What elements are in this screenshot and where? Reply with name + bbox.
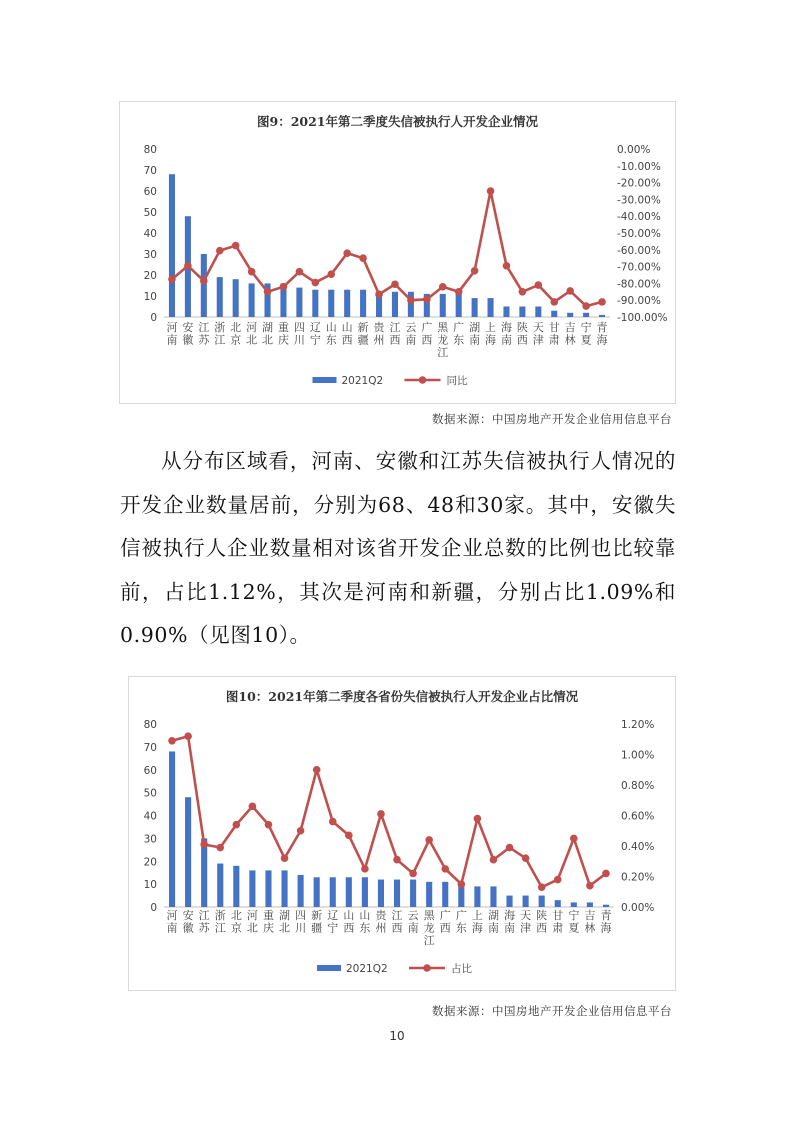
category-label: 黑龙江 [437,321,449,359]
right-axis-tick-label: -100.00% [617,312,668,324]
category-label: 湖南 [469,321,481,347]
bar [249,870,255,907]
category-label: 黑龙江 [423,909,435,947]
line-point [296,268,304,276]
bar [472,298,478,317]
line-point [345,832,353,840]
legend-line-marker [419,376,427,384]
bar [360,290,366,317]
category-label: 贵州 [373,321,385,347]
line-point [409,870,417,878]
line-point [168,275,176,283]
left-axis-tick-label: 10 [143,879,157,892]
category-label: 新疆 [311,909,323,935]
chart-source-note: 数据来源：中国房地产开发企业信用信息平台 [432,1004,672,1018]
bar [328,290,334,317]
line-point [535,281,543,289]
line-point [586,882,594,890]
category-label: 天津 [520,909,532,935]
line-point [359,254,367,262]
category-label: 山西 [341,321,353,347]
left-axis-tick-label: 20 [143,856,157,869]
bar [440,294,446,317]
category-label: 新疆 [357,321,369,347]
category-label: 上海 [485,321,497,347]
line-point [487,187,495,195]
line-point [329,818,337,826]
bar [567,313,573,317]
line-point [184,262,192,270]
bar [535,307,541,318]
line-point [297,827,305,835]
bar [587,902,593,907]
line-point [281,854,289,862]
left-axis-tick-label: 70 [143,165,157,177]
chart-source-note: 数据来源：中国房地产开发企业信用信息平台 [432,412,672,426]
line-point [439,283,447,291]
bar [362,877,368,907]
legend-label: 2021Q2 [346,963,388,975]
line-point [598,298,606,306]
line-point [248,268,256,276]
page-number: 10 [389,1029,405,1043]
chart-svg [129,677,675,990]
left-axis-tick-label: 10 [143,291,157,303]
right-axis-tick-label: 0.00% [621,902,655,914]
bar [201,838,207,907]
bar [523,896,529,907]
left-axis-tick-label: 0 [150,902,157,914]
category-label: 海南 [504,909,516,935]
line-point [343,249,351,257]
line-point [550,298,558,306]
category-label: 河北 [246,321,258,347]
bar [539,896,545,907]
category-label: 安徽 [182,321,194,347]
bar [233,866,239,907]
right-axis-tick-label: 0.80% [621,780,655,792]
category-label: 河南 [166,909,178,935]
bar [394,880,400,907]
bar [185,797,191,907]
category-label: 广东 [453,321,465,347]
right-axis-tick-label: -70.00% [617,261,661,274]
category-label: 海南 [500,321,512,347]
bar [571,902,577,907]
category-label: 江西 [389,321,401,347]
bar [519,307,525,318]
category-label: 天津 [532,321,544,347]
bar [346,877,352,907]
bar [378,880,384,907]
category-label: 云南 [405,321,417,347]
right-axis-tick-label: 1.20% [621,719,655,731]
line-point [423,296,431,304]
bar [169,751,175,907]
line-point [425,836,433,844]
line-point [602,870,610,878]
line-point [216,844,224,852]
category-label: 吉林 [564,321,576,347]
line-point [503,262,511,270]
line-point [265,821,273,829]
right-axis-tick-label: -60.00% [617,244,661,257]
category-label: 河北 [246,909,258,935]
right-axis-tick-label: -50.00% [617,228,661,240]
right-axis-tick-label: -90.00% [617,295,661,308]
chart-title: 图10：2021年第二季度各省份失信被执行人开发企业占比情况 [225,689,579,704]
left-axis-tick-label: 20 [143,270,157,282]
category-label: 广西 [439,909,451,935]
category-label: 广西 [421,321,433,347]
bar [503,307,509,318]
line-point [570,835,578,843]
line-point [566,287,574,295]
category-label: 宁夏 [568,909,580,935]
line-point [233,821,241,829]
bar [314,877,320,907]
bar [392,292,398,317]
category-label: 山东 [359,909,371,935]
line-point [474,815,482,823]
line-point [458,880,466,888]
category-label: 重庆 [277,321,289,347]
line-point [312,279,320,287]
line-point [168,737,176,745]
bar [426,882,432,907]
bar [298,875,304,907]
bar [344,290,350,317]
line-point [375,291,383,299]
category-label: 安徽 [182,909,194,935]
bar [474,886,480,907]
line-point [249,803,257,811]
right-axis-tick-label: 0.60% [621,810,655,823]
right-axis-tick-label: -40.00% [617,211,661,224]
left-axis-tick-label: 40 [143,810,157,823]
left-axis-tick-label: 40 [143,228,157,240]
series-line [172,736,606,887]
right-axis-tick-label: -10.00% [617,160,661,173]
line-point [522,854,530,862]
chart-svg [120,102,675,403]
line-point [506,844,514,852]
bar [490,886,496,907]
category-label: 甘肃 [548,321,560,347]
category-label: 青海 [600,909,612,935]
right-axis-tick-label: 0.40% [621,841,655,853]
category-label: 广东 [455,909,467,935]
line-point [519,288,527,296]
bar [551,311,557,317]
line-point [391,280,399,288]
bar [488,298,494,317]
right-axis-tick-label: -30.00% [617,194,661,207]
bar [603,905,609,907]
line-point [471,267,479,275]
line-point [264,288,272,296]
line-point [280,283,288,291]
bar [330,877,336,907]
chart-figure-9 [119,101,676,404]
line-point [232,242,240,250]
legend-label: 占比 [451,963,472,975]
category-label: 辽宁 [327,909,339,935]
body-paragraph: 从分布区域看，河南、安徽和江苏失信被执行人情况的开发企业数量居前，分别为68、48和30家。其中，安徽失信被执行人企业数量相对该省开发企业总数的比例也比较靠前，占比1.12%，其次是河南和新疆，分别占比1.09%和0.90%（见图10）。 [120,449,676,647]
category-label: 四川 [293,321,305,347]
category-label: 浙江 [214,909,226,935]
line-point [582,302,590,310]
category-label: 云南 [407,909,419,935]
bar [555,900,561,907]
category-label: 贵州 [375,909,387,935]
legend-bar-swatch [317,965,341,971]
line-point [455,288,463,296]
category-label: 浙江 [214,321,226,347]
legend-line-marker [423,964,431,972]
legend-bar-swatch [313,377,337,383]
category-label: 湖北 [262,321,274,347]
right-axis-tick-label: -80.00% [617,278,661,291]
legend-label: 同比 [446,375,468,387]
right-axis-tick-label: 1.00% [621,749,655,762]
bar [217,864,223,907]
bar [456,294,462,317]
category-label: 江西 [391,909,403,935]
category-label: 陕西 [536,909,548,935]
left-axis-tick-label: 80 [143,719,157,731]
category-label: 山东 [325,321,337,347]
line-point [216,247,224,255]
category-label: 河南 [166,321,178,347]
chart-title: 图9：2021年第二季度失信被执行人开发企业情况 [257,114,538,129]
line-point [361,865,369,873]
category-label: 陕西 [516,321,528,347]
bar [583,313,589,317]
bar [442,882,448,907]
bar [249,283,255,317]
category-label: 北京 [230,321,242,347]
category-label: 江苏 [198,321,210,347]
bar [201,254,207,317]
category-label: 辽宁 [309,321,321,347]
line-point [441,865,449,873]
bar [265,870,271,907]
left-axis-tick-label: 30 [143,833,157,846]
category-label: 湖南 [487,909,499,935]
line-point [184,732,192,740]
bar [169,174,175,317]
category-label: 四川 [295,909,307,935]
category-label: 山西 [343,909,355,935]
left-axis-tick-label: 50 [143,787,157,800]
line-point [538,883,546,891]
category-label: 吉林 [584,909,596,935]
category-label: 湖北 [279,909,291,935]
legend-label: 2021Q2 [341,375,384,387]
left-axis-tick-label: 60 [143,186,157,198]
bar [410,880,416,907]
category-label: 重庆 [262,909,274,935]
line-point [313,766,321,774]
bar [233,279,239,317]
category-label: 青海 [596,321,608,347]
bar [296,288,302,317]
left-axis-tick-label: 50 [143,207,157,219]
right-axis-tick-label: 0.20% [621,871,655,884]
left-axis-tick-label: 60 [143,764,157,777]
bar [599,315,605,317]
line-point [377,810,385,818]
right-axis-tick-label: 0.00% [617,144,651,156]
bar [217,277,223,317]
bar [312,290,318,317]
left-axis-tick-label: 70 [143,741,157,754]
left-axis-tick-label: 0 [150,312,157,324]
bar [506,896,512,907]
category-label: 江苏 [198,909,210,935]
right-axis-tick-label: -20.00% [617,177,661,190]
category-label: 北京 [230,909,242,935]
line-point [407,296,415,304]
line-point [200,277,208,285]
line-point [327,270,335,278]
category-label: 上海 [471,909,483,935]
category-label: 宁夏 [580,321,592,347]
left-axis-tick-label: 80 [143,144,157,156]
line-point [393,856,401,864]
line-point [554,876,562,884]
chart-figure-10 [128,676,676,991]
line-point [490,856,498,864]
line-point [200,841,208,849]
left-axis-tick-label: 30 [143,249,157,261]
bar [408,292,414,317]
category-label: 甘肃 [552,909,564,935]
bar [281,870,287,907]
